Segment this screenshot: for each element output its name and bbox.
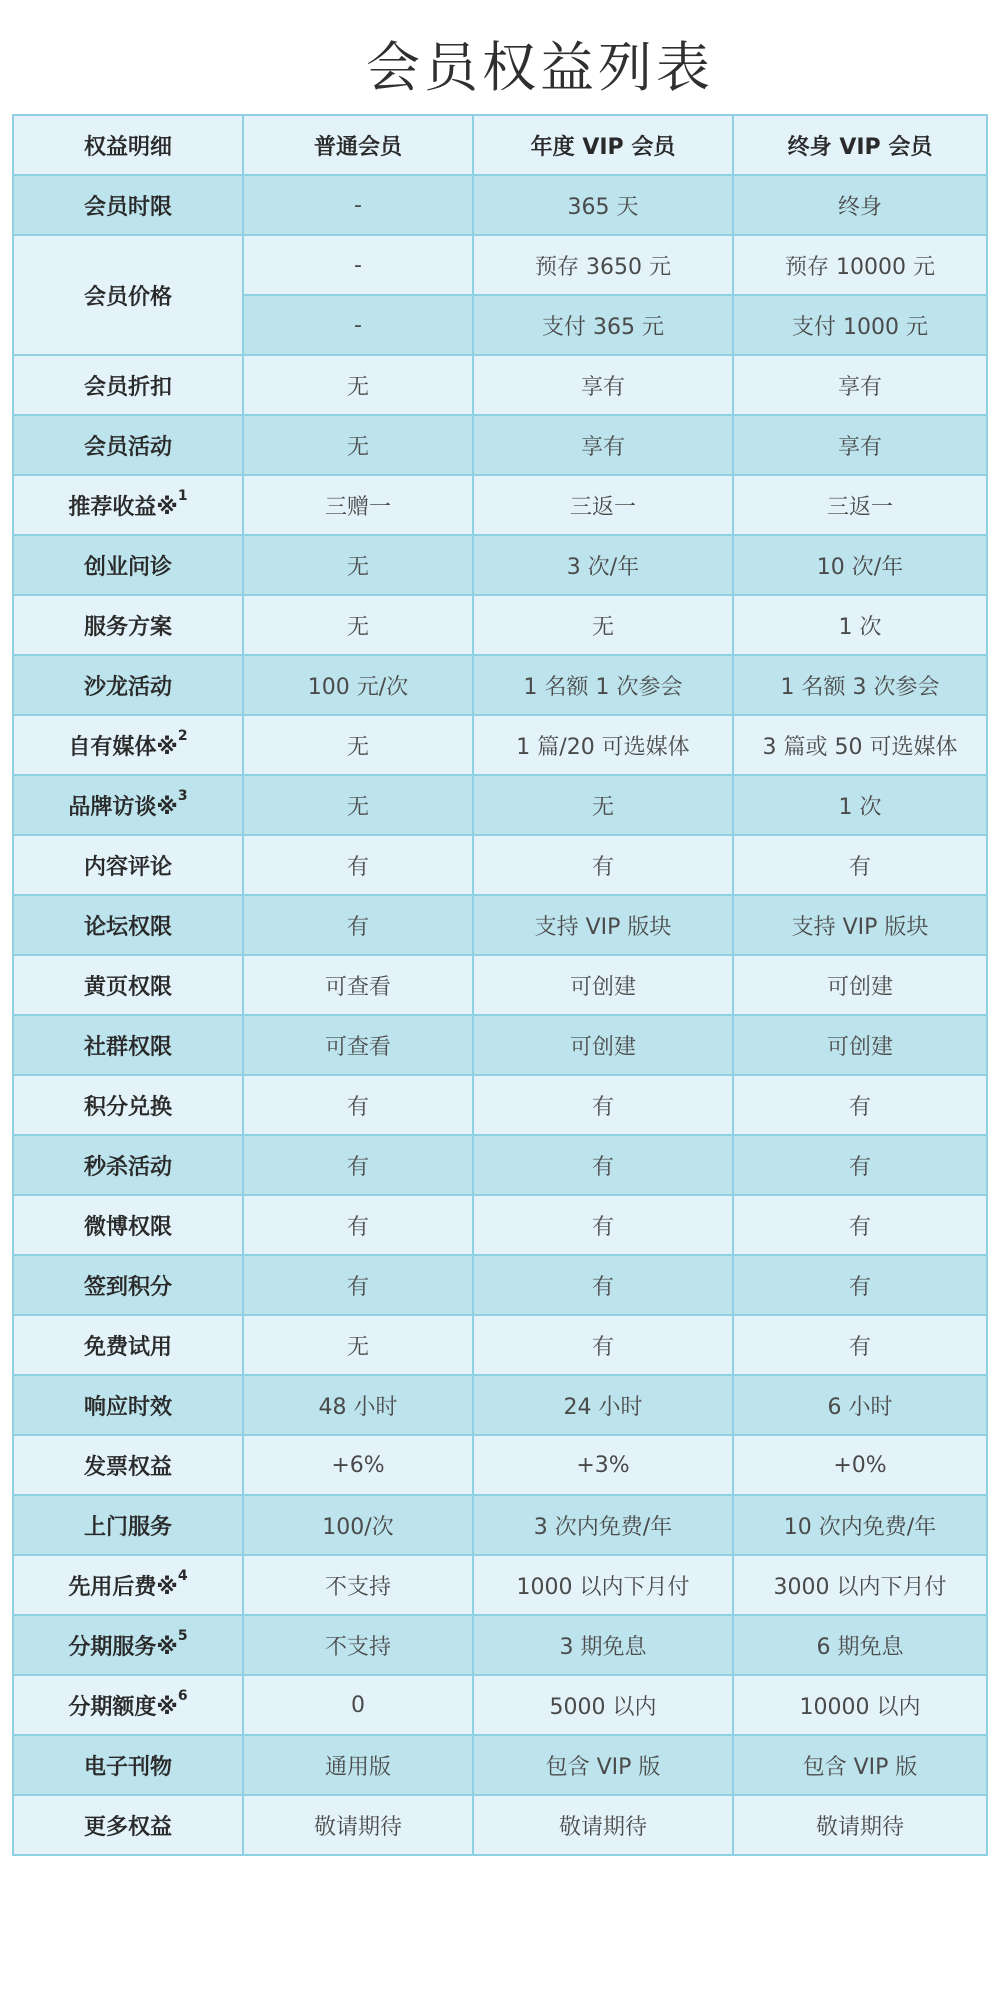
cell-regular: 无 <box>243 775 473 835</box>
table-row <box>13 1795 987 1855</box>
table-row <box>13 1015 987 1075</box>
table-row <box>13 715 987 775</box>
row-name-text: 自有媒体※ <box>68 734 178 760</box>
cell-annual-vip: 享有 <box>473 355 733 415</box>
cell-lifetime-vip: +0% <box>733 1435 987 1495</box>
table-row <box>13 1735 987 1795</box>
cell-annual-vip: 有 <box>473 1315 733 1375</box>
cell-regular: 三赠一 <box>243 475 473 535</box>
cell-regular: 100 元/次 <box>243 655 473 715</box>
row-name <box>13 1195 243 1255</box>
row-name-text: 服务方案 <box>83 614 172 640</box>
footnote-marker: 6 <box>177 1687 188 1704</box>
cell-annual-vip: 预存 3650 元 <box>473 235 733 295</box>
row-name <box>13 1675 243 1735</box>
table-row <box>13 1615 987 1675</box>
row-name-text: 积分兑换 <box>83 1094 172 1120</box>
cell-regular: 通用版 <box>243 1735 473 1795</box>
row-name <box>13 895 243 955</box>
cell-annual-vip: 支付 365 元 <box>473 295 733 355</box>
row-name <box>13 595 243 655</box>
cell-regular: +6% <box>243 1435 473 1495</box>
row-name-text: 品牌访谈※ <box>68 794 178 820</box>
table-row <box>13 535 987 595</box>
table-row <box>13 475 987 535</box>
row-name-text: 先用后费※ <box>68 1574 178 1600</box>
cell-lifetime-vip: 3000 以内下月付 <box>733 1555 987 1615</box>
cell-regular: 0 <box>243 1675 473 1735</box>
cell-annual-vip: 1 篇/20 可选媒体 <box>473 715 733 775</box>
cell-regular: 可查看 <box>243 955 473 1015</box>
footnote-marker: 5 <box>177 1627 188 1644</box>
row-name-text: 内容评论 <box>83 854 172 880</box>
row-name-text: 会员活动 <box>83 434 172 460</box>
table-row <box>13 1675 987 1735</box>
cell-annual-vip: 365 天 <box>473 175 733 235</box>
row-name-text: 推荐收益※ <box>68 494 178 520</box>
benefits-table <box>12 114 988 1856</box>
row-name <box>13 1435 243 1495</box>
cell-annual-vip: 享有 <box>473 415 733 475</box>
table-row <box>13 175 987 235</box>
row-name: 会员时限 <box>13 175 243 235</box>
cell-regular: 无 <box>243 535 473 595</box>
cell-regular: 有 <box>243 835 473 895</box>
row-name <box>13 655 243 715</box>
cell-regular: 不支持 <box>243 1555 473 1615</box>
cell-annual-vip: 3 次内免费/年 <box>473 1495 733 1555</box>
cell-annual-vip: 1 名额 1 次参会 <box>473 655 733 715</box>
cell-regular: 48 小时 <box>243 1375 473 1435</box>
cell-annual-vip: 3 期免息 <box>473 1615 733 1675</box>
cell-lifetime-vip: 有 <box>733 1075 987 1135</box>
cell-lifetime-vip: 敬请期待 <box>733 1795 987 1855</box>
row-name <box>13 1135 243 1195</box>
cell-lifetime-vip: 10000 以内 <box>733 1675 987 1735</box>
row-name <box>13 1555 243 1615</box>
cell-regular: - <box>243 295 473 355</box>
table-row <box>13 1075 987 1135</box>
row-name <box>13 1495 243 1555</box>
footnote-marker: 3 <box>177 787 188 804</box>
cell-lifetime-vip: 包含 VIP 版 <box>733 1735 987 1795</box>
row-name-text: 免费试用 <box>83 1334 172 1360</box>
row-name-text: 秒杀活动 <box>83 1154 172 1180</box>
row-name-text: 签到积分 <box>83 1274 172 1300</box>
cell-regular: - <box>243 235 473 295</box>
table-row <box>13 1495 987 1555</box>
cell-annual-vip: 24 小时 <box>473 1375 733 1435</box>
table-row <box>13 655 987 715</box>
row-name <box>13 475 243 535</box>
cell-annual-vip: 包含 VIP 版 <box>473 1735 733 1795</box>
cell-regular: 无 <box>243 1315 473 1375</box>
cell-lifetime-vip: 可创建 <box>733 955 987 1015</box>
cell-annual-vip: 有 <box>473 1075 733 1135</box>
cell-lifetime-vip: 1 次 <box>733 775 987 835</box>
row-name <box>13 1735 243 1795</box>
table-row <box>13 895 987 955</box>
cell-lifetime-vip: 3 篇或 50 可选媒体 <box>733 715 987 775</box>
row-name <box>13 535 243 595</box>
row-name-text: 电子刊物 <box>83 1754 172 1780</box>
cell-lifetime-vip: 1 名额 3 次参会 <box>733 655 987 715</box>
table-row <box>13 1135 987 1195</box>
cell-lifetime-vip: 预存 10000 元 <box>733 235 987 295</box>
header-lifetime-vip: 终身 VIP 会员 <box>733 115 987 175</box>
row-name: 会员价格 <box>13 235 243 355</box>
row-name-text: 黄页权限 <box>83 974 172 1000</box>
header-regular: 普通会员 <box>243 115 473 175</box>
row-name-text: 创业问诊 <box>83 554 172 580</box>
cell-lifetime-vip: 10 次/年 <box>733 535 987 595</box>
row-name-text: 论坛权限 <box>83 914 172 940</box>
table-row <box>13 1255 987 1315</box>
cell-regular: 不支持 <box>243 1615 473 1675</box>
row-name <box>13 1795 243 1855</box>
cell-lifetime-vip: 有 <box>733 1315 987 1375</box>
cell-regular: 无 <box>243 715 473 775</box>
row-name <box>13 775 243 835</box>
table-row <box>13 355 987 415</box>
cell-regular: 有 <box>243 1195 473 1255</box>
table-row <box>13 955 987 1015</box>
row-name <box>13 1615 243 1675</box>
row-name <box>13 1015 243 1075</box>
cell-annual-vip: 无 <box>473 595 733 655</box>
row-name-text: 响应时效 <box>83 1394 172 1420</box>
cell-annual-vip: 有 <box>473 1135 733 1195</box>
row-name <box>13 415 243 475</box>
cell-regular: 有 <box>243 1075 473 1135</box>
row-name <box>13 835 243 895</box>
row-name-text: 沙龙活动 <box>83 674 172 700</box>
cell-lifetime-vip: 有 <box>733 1255 987 1315</box>
row-name-text: 分期额度※ <box>68 1694 178 1720</box>
table-row <box>13 595 987 655</box>
cell-annual-vip: 支持 VIP 版块 <box>473 895 733 955</box>
table-row <box>13 1375 987 1435</box>
cell-lifetime-vip: 6 期免息 <box>733 1615 987 1675</box>
row-name-text: 上门服务 <box>83 1514 172 1540</box>
row-name-text: 社群权限 <box>83 1034 172 1060</box>
cell-lifetime-vip: 有 <box>733 1195 987 1255</box>
cell-lifetime-vip: 可创建 <box>733 1015 987 1075</box>
cell-lifetime-vip: 有 <box>733 1135 987 1195</box>
row-name-text: 分期服务※ <box>68 1634 178 1660</box>
row-name-text: 微博权限 <box>83 1214 172 1240</box>
cell-regular: 有 <box>243 1255 473 1315</box>
table-row <box>13 415 987 475</box>
cell-regular: 无 <box>243 415 473 475</box>
header-benefit: 权益明细 <box>13 115 243 175</box>
cell-annual-vip: 有 <box>473 1255 733 1315</box>
row-name <box>13 1255 243 1315</box>
cell-annual-vip: 3 次/年 <box>473 535 733 595</box>
cell-lifetime-vip: 三返一 <box>733 475 987 535</box>
table-row <box>13 835 987 895</box>
header-annual-vip: 年度 VIP 会员 <box>473 115 733 175</box>
cell-lifetime-vip: 支持 VIP 版块 <box>733 895 987 955</box>
cell-annual-vip: 三返一 <box>473 475 733 535</box>
cell-regular: 有 <box>243 895 473 955</box>
row-name <box>13 1375 243 1435</box>
row-name <box>13 715 243 775</box>
table-row <box>13 235 987 295</box>
cell-annual-vip: 有 <box>473 1195 733 1255</box>
cell-lifetime-vip: 终身 <box>733 175 987 235</box>
cell-regular: 可查看 <box>243 1015 473 1075</box>
table-row <box>13 1435 987 1495</box>
row-name-text: 会员折扣 <box>83 374 172 400</box>
row-name <box>13 955 243 1015</box>
cell-annual-vip: +3% <box>473 1435 733 1495</box>
row-name-text: 更多权益 <box>83 1814 172 1840</box>
cell-regular: 100/次 <box>243 1495 473 1555</box>
table-row <box>13 1315 987 1375</box>
cell-lifetime-vip: 享有 <box>733 415 987 475</box>
cell-annual-vip: 可创建 <box>473 955 733 1015</box>
cell-annual-vip: 敬请期待 <box>473 1795 733 1855</box>
row-name <box>13 355 243 415</box>
header-row <box>13 115 987 175</box>
cell-annual-vip: 有 <box>473 835 733 895</box>
table-row <box>13 1555 987 1615</box>
row-name <box>13 1075 243 1135</box>
table-row <box>13 775 987 835</box>
cell-annual-vip: 5000 以内 <box>473 1675 733 1735</box>
cell-annual-vip: 无 <box>473 775 733 835</box>
cell-lifetime-vip: 6 小时 <box>733 1375 987 1435</box>
table-row <box>13 1195 987 1255</box>
cell-lifetime-vip: 享有 <box>733 355 987 415</box>
row-name <box>13 1315 243 1375</box>
cell-lifetime-vip: 10 次内免费/年 <box>733 1495 987 1555</box>
footnote-marker: 1 <box>177 487 188 504</box>
footnote-marker: 2 <box>177 727 188 744</box>
cell-regular: - <box>243 175 473 235</box>
footnote-marker: 4 <box>177 1567 188 1584</box>
cell-annual-vip: 1000 以内下月付 <box>473 1555 733 1615</box>
cell-regular: 有 <box>243 1135 473 1195</box>
cell-regular: 无 <box>243 355 473 415</box>
cell-lifetime-vip: 支付 1000 元 <box>733 295 987 355</box>
cell-lifetime-vip: 有 <box>733 835 987 895</box>
row-name-text: 发票权益 <box>83 1454 172 1480</box>
cell-annual-vip: 可创建 <box>473 1015 733 1075</box>
table-body <box>13 175 987 1855</box>
cell-regular: 无 <box>243 595 473 655</box>
cell-regular: 敬请期待 <box>243 1795 473 1855</box>
cell-lifetime-vip: 1 次 <box>733 595 987 655</box>
page-title: 会员权益列表 <box>366 36 714 99</box>
